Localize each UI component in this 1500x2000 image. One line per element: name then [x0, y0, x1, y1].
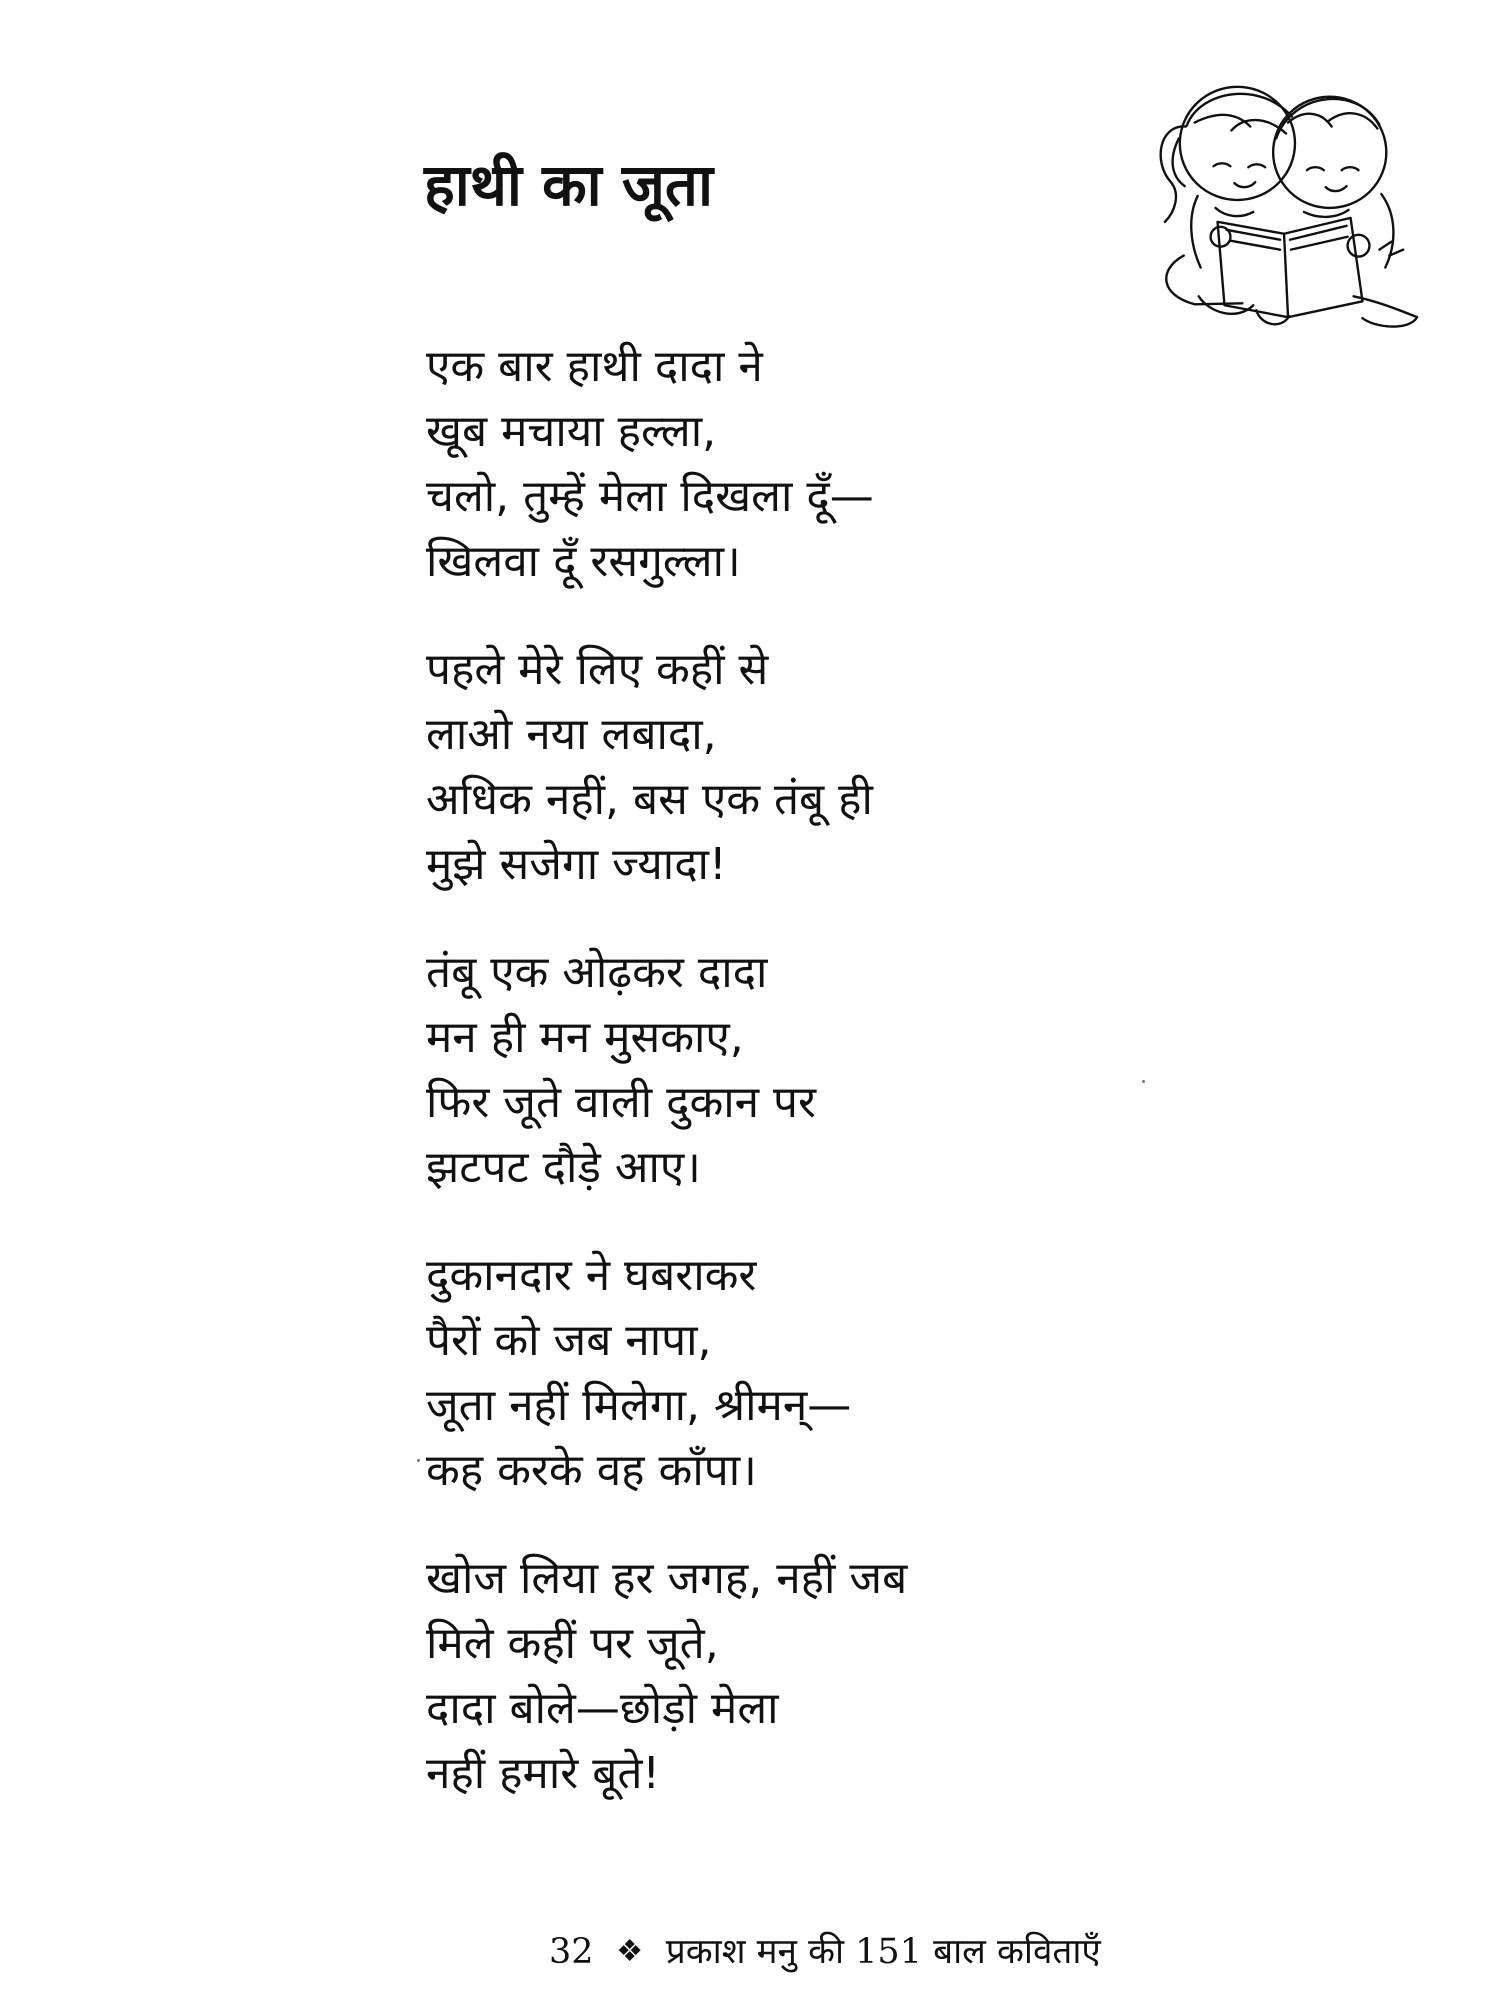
poem-line: फिर जूते वाली दुकान पर	[426, 1077, 817, 1128]
poem-body	[426, 334, 1126, 1849]
poem-line: मन ही मन मुसकाए,	[426, 1012, 744, 1063]
poem-line: खूब मचाया हल्ला,	[426, 406, 717, 457]
footer-ornament-icon: ❖	[616, 1934, 644, 1969]
page-footer	[549, 1925, 1209, 1979]
poem-line: खोज लिया हर जगह, नहीं जब	[426, 1553, 908, 1604]
scan-speck	[1142, 1080, 1145, 1083]
poem-line: मिले कहीं पर जूते,	[426, 1618, 719, 1669]
poem-line: झटपट दौड़े आए।	[426, 1142, 701, 1193]
book-title: प्रकाश मनु की 151 बाल कविताएँ	[665, 1932, 1101, 1972]
stanza-3	[426, 940, 1126, 1200]
stanza-5	[426, 1546, 1126, 1806]
scan-speck	[417, 1459, 420, 1462]
poem-line: कह करके वह काँपा।	[426, 1445, 757, 1496]
poem-line: तंबू एक ओढ़कर दादा	[426, 947, 768, 998]
stanza-2	[426, 637, 1126, 897]
poem-line: दुकानदार ने घबराकर	[426, 1250, 757, 1301]
poem-line: पैरों को जब नापा,	[426, 1315, 712, 1366]
poem-line: खिलवा दूँ रसगुल्ला।	[426, 536, 741, 587]
poem-line: अधिक नहीं, बस एक तंबू ही	[426, 774, 873, 825]
poem-line: पहले मेरे लिए कहीं से	[426, 644, 769, 695]
children-reading-book-icon	[1153, 66, 1431, 336]
poem-line: लाओ नया लबादा,	[426, 709, 717, 760]
poem-line: नहीं हमारे बूते!	[426, 1748, 661, 1799]
poem-line: मुझे सजेगा ज्यादा!	[426, 839, 727, 890]
poem-line: जूता नहीं मिलेगा, श्रीमन्—	[426, 1380, 852, 1431]
poem-line: चलो, तुम्हें मेला दिखला दूँ—	[426, 471, 874, 522]
poem-title: हाथी का जूता	[424, 151, 713, 219]
stanza-4	[426, 1243, 1126, 1503]
poem-line: दादा बोले—छोड़ो मेला	[426, 1683, 779, 1734]
stanza-1	[426, 334, 1126, 594]
poem-line: एक बार हाथी दादा ने	[426, 341, 763, 392]
page-number: 32	[549, 1932, 594, 1972]
